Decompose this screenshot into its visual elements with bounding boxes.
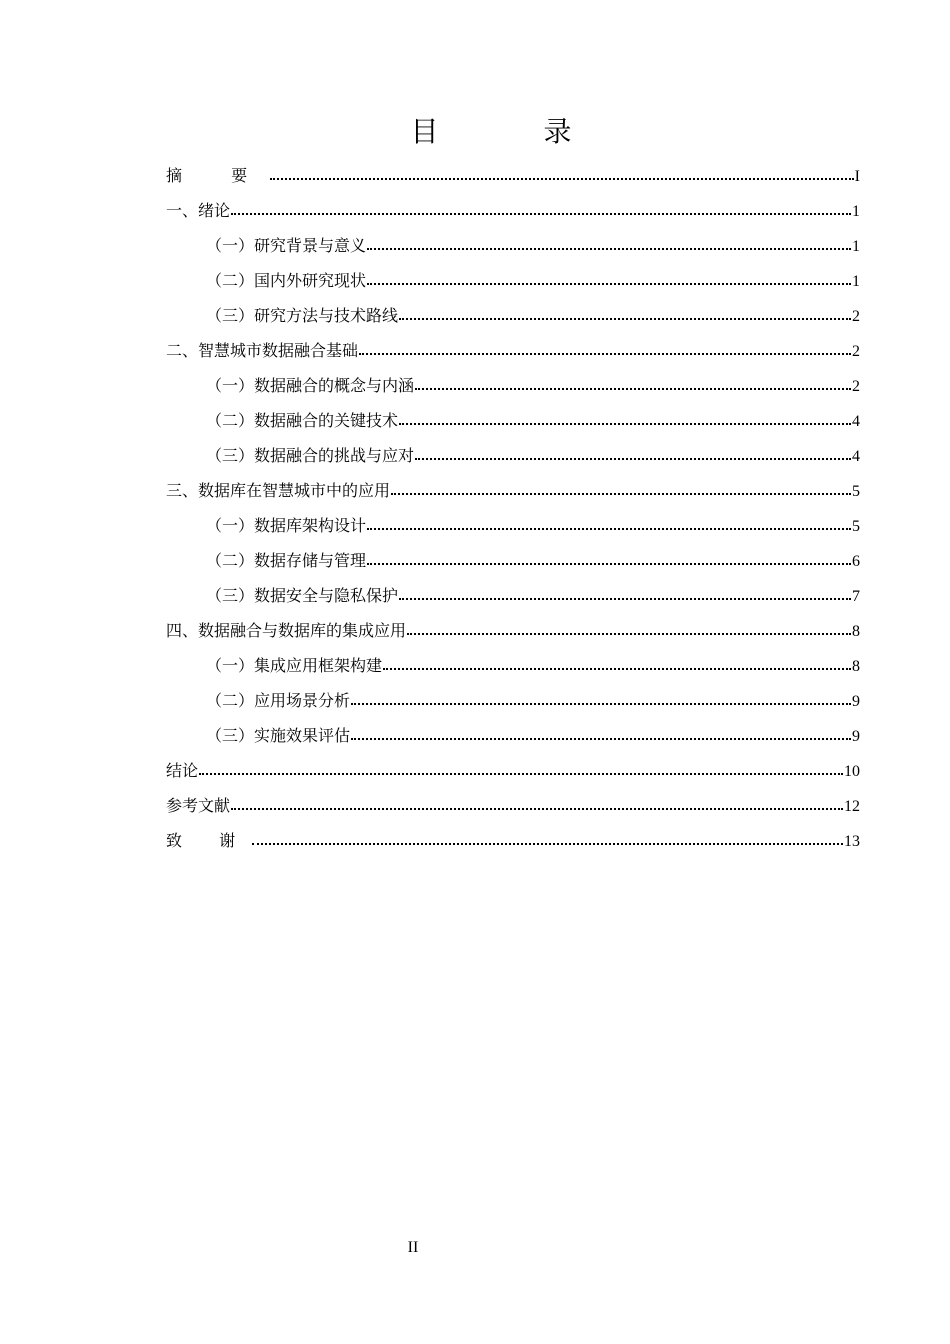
toc-dot-leader (367, 283, 851, 285)
toc-entry-page: 8 (852, 658, 860, 675)
toc-dot-leader (399, 423, 851, 425)
toc-entry-page: 7 (852, 588, 860, 605)
toc-dot-leader (367, 528, 851, 530)
toc-entry-page: 13 (844, 833, 860, 850)
toc-entry-label: （三）数据融合的挑战与应对 (206, 446, 415, 465)
toc-dot-leader (270, 178, 854, 180)
toc-entry-page: 2 (852, 343, 860, 360)
toc-dot-leader (252, 843, 843, 845)
toc-title: 目 录 (410, 115, 620, 148)
toc-entry-abstract[interactable] (166, 158, 860, 193)
toc-dot-leader (351, 738, 851, 740)
toc-entry-label: 参考文献 (166, 796, 231, 815)
toc-entry-page: 8 (852, 623, 860, 640)
toc-dot-leader (399, 318, 851, 320)
toc-dot-leader (231, 808, 843, 810)
toc-dot-leader (415, 458, 851, 460)
toc-dot-leader (351, 703, 851, 705)
toc-entry-page: 4 (852, 413, 860, 430)
toc-dot-leader (415, 388, 851, 390)
toc-dot-leader (359, 353, 851, 355)
toc-entry-section-2-1[interactable] (166, 368, 860, 403)
toc-entry-page: I (854, 168, 860, 185)
toc-entry-section-1-3[interactable] (166, 298, 860, 333)
toc-dot-leader (399, 598, 851, 600)
toc-entry-chapter-2[interactable] (166, 333, 860, 368)
toc-entry-page: 12 (844, 798, 860, 815)
toc-entry-label: （三）研究方法与技术路线 (206, 306, 399, 325)
toc-entry-section-1-2[interactable] (166, 263, 860, 298)
toc-entry-label: （二）国内外研究现状 (206, 271, 367, 290)
toc-entry-references[interactable] (166, 788, 860, 823)
toc-entry-section-4-2[interactable] (166, 683, 860, 718)
toc-entry-label: （一）数据库架构设计 (206, 516, 367, 535)
toc-entry-page: 5 (852, 518, 860, 535)
toc-dot-leader (367, 248, 851, 250)
toc-entry-section-3-2[interactable] (166, 543, 860, 578)
toc-entry-chapter-4[interactable] (166, 613, 860, 648)
toc-entry-section-1-1[interactable] (166, 228, 860, 263)
toc-entry-label: 结论 (166, 761, 199, 780)
toc-dot-leader (383, 668, 851, 670)
toc-entry-section-2-3[interactable] (166, 438, 860, 473)
toc-entry-page: 1 (852, 238, 860, 255)
toc-entry-chapter-1[interactable] (166, 193, 860, 228)
toc-entry-page: 6 (852, 553, 860, 570)
toc-dot-leader (391, 493, 851, 495)
toc-entry-page: 2 (852, 378, 860, 395)
toc-entry-section-2-2[interactable] (166, 403, 860, 438)
toc-entry-label: （三）实施效果评估 (206, 726, 351, 745)
toc-entry-page: 9 (852, 728, 860, 745)
toc-entry-section-4-3[interactable] (166, 718, 860, 753)
toc-dot-leader (199, 773, 843, 775)
toc-entry-label: 三、数据库在智慧城市中的应用 (166, 481, 391, 500)
toc-entry-label: 致 谢 (166, 831, 252, 850)
toc-list (166, 158, 860, 858)
toc-entry-page: 9 (852, 693, 860, 710)
toc-entry-section-3-1[interactable] (166, 508, 860, 543)
toc-entry-page: 2 (852, 308, 860, 325)
toc-entry-label: （三）数据安全与隐私保护 (206, 586, 399, 605)
toc-entry-page: 1 (852, 203, 860, 220)
toc-entry-section-4-1[interactable] (166, 648, 860, 683)
toc-entry-label: （一）数据融合的概念与内涵 (206, 376, 415, 395)
toc-entry-label: 四、数据融合与数据库的集成应用 (166, 621, 407, 640)
toc-entry-label: 一、绪论 (166, 201, 231, 220)
toc-dot-leader (367, 563, 851, 565)
toc-entry-acknowledgements[interactable] (166, 823, 860, 858)
toc-dot-leader (407, 633, 851, 635)
toc-entry-page: 10 (844, 763, 860, 780)
toc-entry-label: （二）应用场景分析 (206, 691, 351, 710)
toc-entry-page: 5 (852, 483, 860, 500)
page-number: II (407, 1239, 419, 1256)
toc-entry-label: 摘 要 (166, 166, 270, 185)
toc-entry-page: 4 (852, 448, 860, 465)
toc-entry-label: （二）数据融合的关键技术 (206, 411, 399, 430)
toc-entry-chapter-3[interactable] (166, 473, 860, 508)
toc-entry-label: 二、智慧城市数据融合基础 (166, 341, 359, 360)
toc-dot-leader (231, 213, 851, 215)
toc-entry-label: （二）数据存储与管理 (206, 551, 367, 570)
toc-entry-conclusion[interactable] (166, 753, 860, 788)
toc-entry-label: （一）集成应用框架构建 (206, 656, 383, 675)
toc-entry-page: 1 (852, 273, 860, 290)
toc-entry-label: （一）研究背景与意义 (206, 236, 367, 255)
toc-entry-section-3-3[interactable] (166, 578, 860, 613)
